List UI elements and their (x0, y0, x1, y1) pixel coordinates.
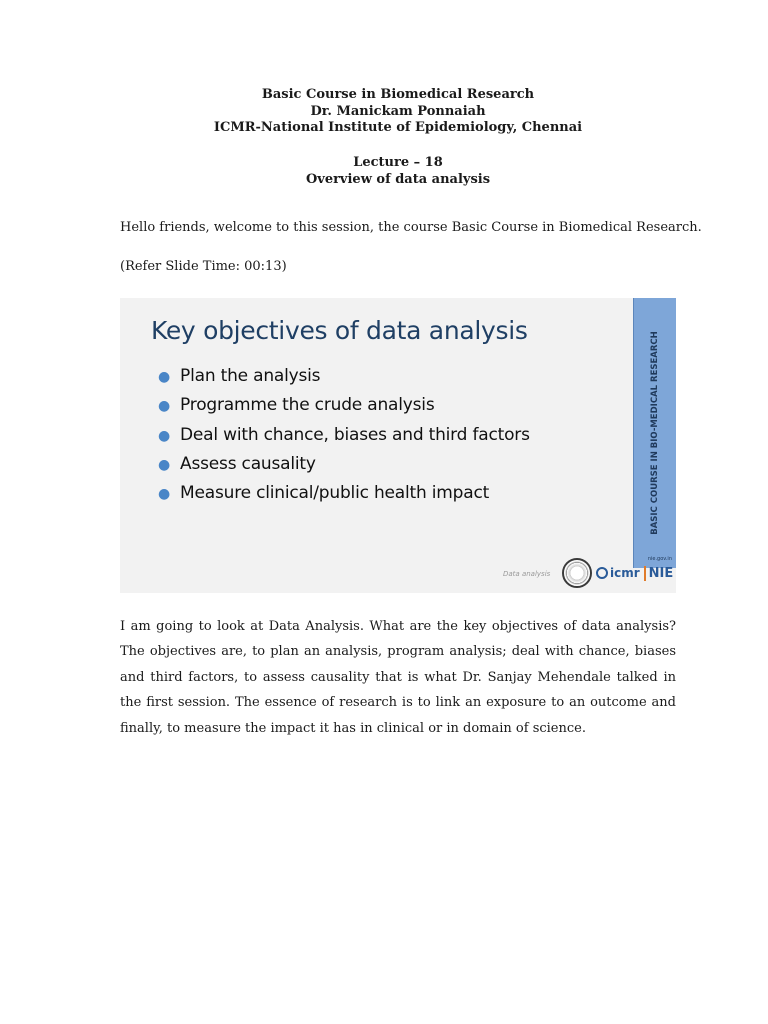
bullet-dot-icon: ● (158, 369, 171, 385)
slide-time-reference: (Refer Slide Time: 00:13) (120, 259, 287, 274)
bullet-dot-icon: ● (158, 486, 171, 503)
slide-bullet: ● Plan the analysis (158, 366, 321, 386)
institution-name: ICMR-National Institute of Epidemiology, Chennai (213, 120, 583, 135)
instructor-name: Dr. Manickam Ponnaiah (310, 103, 486, 119)
slide-bullet: ● Measure clinical/public health impact (158, 483, 490, 504)
bullet-dot-icon: ● (158, 456, 171, 473)
slide-bullet-list (158, 366, 530, 512)
lecture-title: Overview of data analysis (305, 172, 491, 187)
government-seal-icon (562, 558, 592, 588)
slide-bullet: ● Programme the crude analysis (158, 395, 435, 416)
slide-title: Key objectives of data analysis (151, 316, 528, 345)
bullet-dot-icon: ● (158, 427, 171, 444)
lecture-number: Lecture – 18 (353, 155, 443, 170)
body-paragraph: I am going to look at Data Analysis. What are the key objectives of data analysis? The objectives are, to plan an analysis, program analysis; deal with chance, biases and third factors, to assess causality that is what Dr. Sanjay Mehendale talked in the first session. The essence of research is to link an exposure to an outcome and finally, to measure the impact it has in clinical or in domain of science. (120, 619, 676, 736)
sidebar-url: nie.gov.in (647, 556, 672, 562)
sidebar-course-text: BASIC COURSE IN BIO-MEDICAL RESEARCH (650, 331, 660, 535)
nie-logo: NIE (644, 566, 674, 581)
slide-bullet: ● Deal with chance, biases and third factors (158, 424, 530, 445)
lecture-slide (120, 298, 676, 593)
course-title: Basic Course in Biomedical Research (261, 87, 535, 102)
icmr-logo: icmr (596, 566, 640, 580)
bullet-dot-icon: ● (158, 398, 171, 415)
intro-paragraph: Hello friends, welcome to this session, the course Basic Course in Biomedical Research. (120, 220, 702, 235)
slide-bullet: ● Assess causality (158, 453, 316, 474)
icmr-ring-icon (596, 567, 608, 579)
document-header (120, 87, 676, 137)
slide-logos (562, 556, 673, 590)
lecture-heading (120, 154, 676, 188)
slide-sidebar-banner (633, 298, 676, 568)
slide-footer-label: Data analysis (503, 570, 551, 578)
